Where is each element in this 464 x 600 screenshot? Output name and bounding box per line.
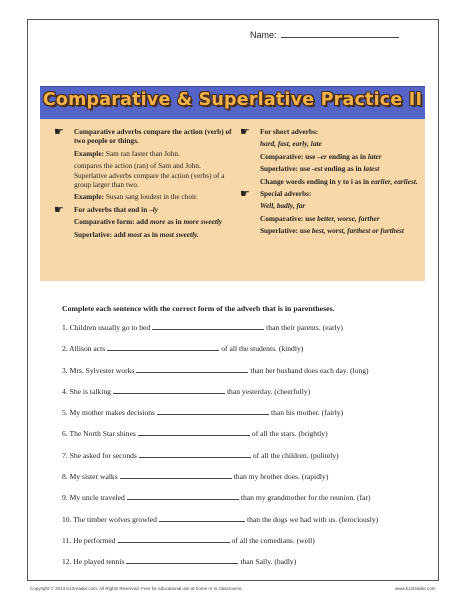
rule-text-run: –ly [149, 204, 158, 214]
question-row [62, 450, 432, 471]
rule-text [74, 217, 234, 226]
question-text: than yesterday. (cheerfully) [226, 386, 311, 396]
rule-text-run: For adverbs that end in [74, 204, 150, 214]
question-text: 8. My sister walks [62, 472, 118, 482]
rule-text-run: Superlative: use [260, 164, 312, 174]
rule-text [260, 127, 418, 136]
rule-text-run: later [367, 151, 382, 161]
rule-text-run: Superlative: use [260, 226, 312, 236]
question-row [62, 322, 432, 343]
rule-text-run: more [150, 217, 166, 227]
pointing-hand-icon: ☛ [54, 202, 64, 216]
rule-text-run: Well, badly, far [260, 201, 306, 211]
question-text: of all the comedians. (well) [231, 535, 315, 545]
answer-blank[interactable] [118, 535, 230, 543]
rule-item [54, 202, 234, 239]
rule-text [260, 226, 418, 235]
question-text: than my brother does. (rapidly) [233, 472, 329, 482]
answer-blank[interactable] [159, 514, 245, 522]
rule-text-run: as in [141, 229, 160, 239]
question-text: than his mother. (fairly) [271, 408, 344, 418]
question-row [62, 428, 432, 449]
rule-text [74, 192, 234, 201]
answer-blank[interactable] [126, 556, 238, 564]
answer-blank[interactable] [152, 322, 264, 330]
rule-text-run: Special adverbs: [260, 189, 312, 199]
question-text: than Sally. (badly) [240, 557, 297, 567]
rule-text-run: latest [363, 164, 380, 174]
answer-blank[interactable] [113, 386, 225, 394]
rule-text [260, 139, 418, 148]
answer-blank[interactable] [127, 492, 239, 500]
rule-text-run: as in [165, 217, 184, 227]
question-text: 6. The North Star shines [62, 429, 136, 439]
rule-text-run: Comparative: use [260, 213, 318, 223]
question-text: than the dogs we had with us. (ferociously) [246, 514, 379, 524]
question-text: 5. My mother makes decisions [62, 408, 156, 418]
rule-text-run: Example: [74, 148, 106, 158]
rule-text-run: Comparative form: add [74, 217, 150, 227]
question-text: of all the stars. (brightly) [251, 429, 328, 439]
question-text: 7. She asked for seconds [62, 450, 137, 460]
question-row [62, 471, 432, 492]
answer-blank[interactable] [120, 471, 232, 479]
question-row [62, 535, 432, 556]
answer-blank[interactable] [138, 428, 250, 436]
pointing-hand-icon: ☛ [54, 125, 64, 138]
question-row [62, 343, 432, 364]
question-row [62, 365, 432, 386]
rule-item [240, 127, 418, 186]
rule-text-run: best, worst, farthest or furthest [311, 226, 404, 236]
rule-text [74, 149, 234, 158]
rule-text [260, 201, 418, 210]
rule-text-run: Example: [74, 192, 106, 202]
question-text: 9. My uncle traveled [62, 493, 125, 503]
rule-text [260, 152, 418, 161]
question-text: than their parents. (early) [266, 323, 343, 332]
rules-column-right [240, 127, 418, 239]
rule-text-run: –er [317, 151, 327, 161]
answer-blank[interactable] [136, 365, 248, 373]
question-row [62, 514, 432, 535]
instructions: Complete each sentence with the correct form of the adverb that is in parentheses. [62, 304, 335, 313]
rule-item [240, 189, 418, 236]
rule-text-run: Sam ran faster than John. [105, 148, 180, 158]
rule-text-run: ending as in [326, 151, 368, 161]
question-text: 10. The timber wolves growled [62, 514, 157, 524]
rule-text-run: -est [311, 164, 323, 174]
rule-text [260, 189, 418, 198]
rule-text [260, 164, 418, 173]
rule-text-run: most [127, 229, 142, 239]
rule-text-run: more sweetly [183, 217, 223, 227]
question-row [62, 386, 432, 407]
title-banner [40, 86, 425, 120]
rule-text [260, 214, 418, 223]
answer-blank[interactable] [139, 450, 251, 458]
rule-text-run: Superlative: add [74, 229, 128, 239]
copyright: Copyright © 2013 K12reader.com. All Rights Reserved. Free for educational use at home or in classrooms. [30, 586, 243, 591]
worksheet-title: Comparative & Superlative Practice II [42, 90, 423, 110]
rule-text-run: hard, fast, early, late [260, 139, 322, 149]
rule-text-run: better, worse, farther [317, 213, 380, 223]
rule-text-run: Susan sang loudest in the choir. [105, 192, 198, 202]
question-row [62, 492, 432, 513]
rule-text [74, 205, 234, 214]
name-blank[interactable] [281, 28, 399, 38]
pointing-hand-icon: ☛ [240, 187, 250, 201]
question-text: than her husband does each day. (long) [250, 365, 369, 375]
question-text: than my grandmother for the reunion. (far) [240, 493, 371, 503]
question-text: of all the students. (kindly) [221, 344, 304, 354]
question-text: 2. Allison acts [62, 344, 106, 354]
question-text: 11. He performed [62, 535, 116, 545]
question-row [62, 556, 432, 577]
rules-box [40, 119, 425, 281]
rule-text-run: Comparative adverbs compare the action (verb) of two people or things. [74, 127, 232, 146]
rule-text-run: most sweetly. [159, 229, 199, 239]
question-text: 12. He played tennis [62, 557, 125, 567]
rule-text [74, 161, 234, 189]
rule-text [260, 177, 418, 186]
rule-text-run: compares the action (ran) of Sam and John. Superlative adverbs compare the action (verbs) of a group larger than two. [74, 161, 225, 190]
rule-text-run: Change words ending in y to i as in [260, 176, 371, 186]
rule-text-run: Comparative: use [260, 151, 318, 161]
rule-text-run: earlier, earliest. [370, 176, 418, 186]
name-label: Name: [250, 30, 277, 40]
rule-text [74, 127, 234, 146]
answer-blank[interactable] [107, 343, 219, 351]
site-link[interactable]: www.k12reader.com [395, 586, 436, 591]
question-text: of all the children. (politely) [252, 450, 339, 460]
question-text: 4. She is talking [62, 386, 111, 396]
rule-text-run: For short adverbs: [260, 127, 319, 136]
answer-blank[interactable] [157, 407, 269, 415]
rule-text [74, 230, 234, 239]
rule-item [54, 127, 234, 202]
name-field [250, 28, 399, 40]
rules-column-left [54, 127, 234, 242]
question-list [62, 322, 432, 578]
pointing-hand-icon: ☛ [240, 125, 250, 138]
question-row [62, 407, 432, 428]
question-text: 1. Children usually go to bed [62, 323, 151, 332]
question-text: 3. Mrs. Sylvester works [62, 365, 135, 375]
rule-text-run: ending as in [322, 164, 364, 174]
